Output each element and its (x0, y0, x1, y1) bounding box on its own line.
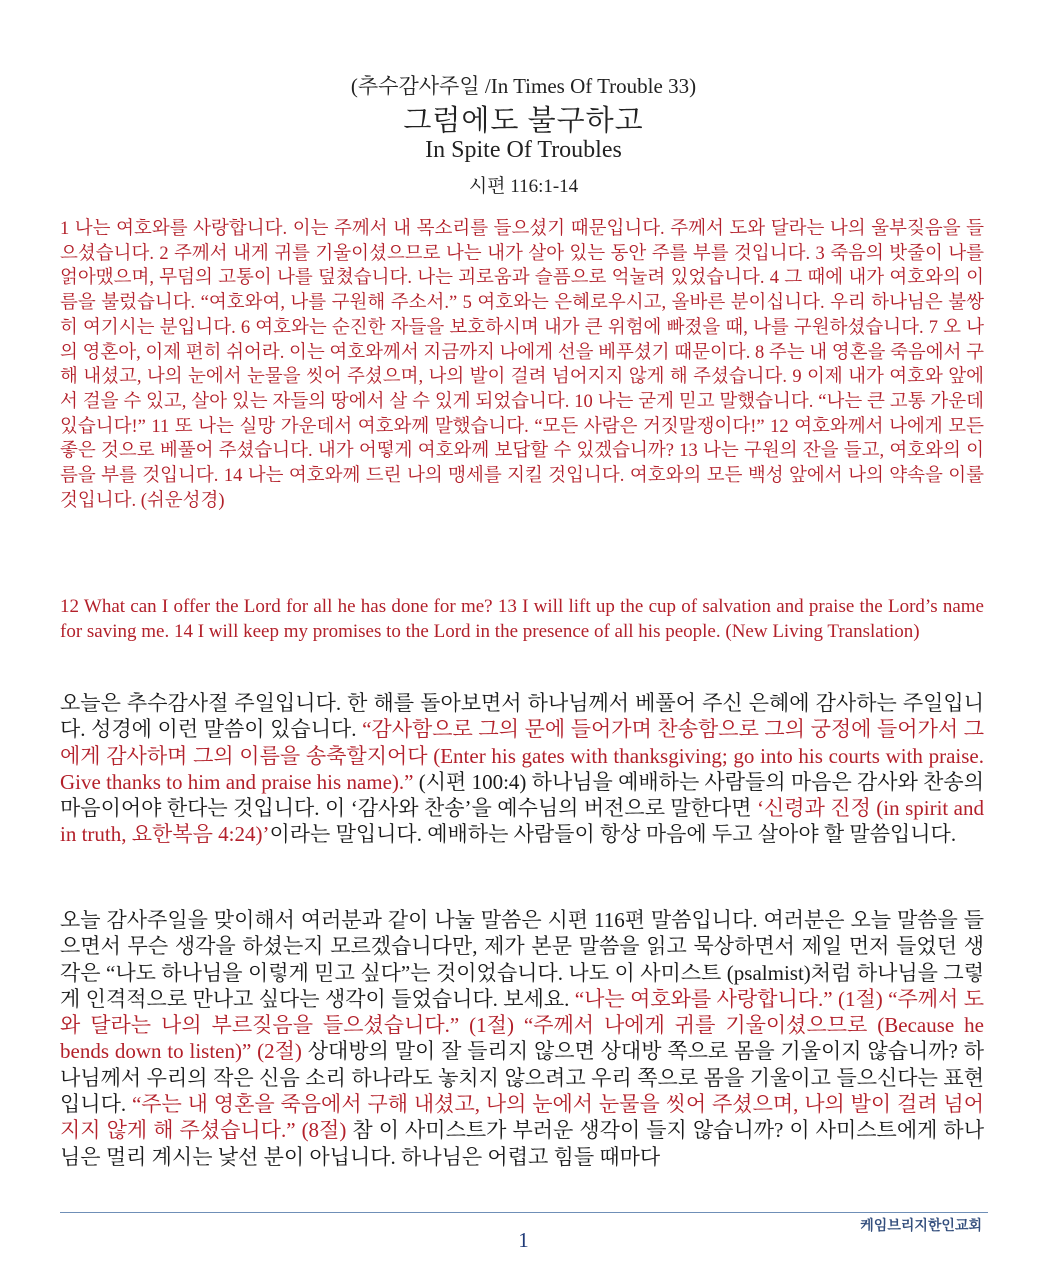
page-number: 1 (518, 1228, 529, 1252)
scripture-english: 12 What can I offer the Lord for all he has done for me? 13 I will lift up the cup of salvation and praise the Lord’s name for saving me. 14 I will keep my promises to the Lord in the presence of all his people. (New Living Translation) (60, 596, 984, 642)
paragraph-text: 오늘 감사주일을 맞이해서 여러분과 같이 나눌 말씀은 시편 116편 말씀입니다. 여러분은 오늘 말씀을 들으면서 무슨 생각을 하셨는지 모르겠습니다만, 제가 본문 말씀을 읽고 묵상하면서 제일 먼저 들었던 생각은 “나도 하나님을 이렇게 믿고 싶다”는 것이었습니다. 나도 이 사미스트 (psalmist)처럼 하나님을 그렇게 인격적으로 만나고 싶다는 생각이 들었습니다. 보세요. (60, 908, 984, 1011)
quoted-scripture: “감사함으로 그의 문에 들어가며 찬송함으로 그의 궁정에 들어가서 그에게 감사하며 그의 이름을 송축할지어다 (Enter his gates with thanksgiving; go into his courts with praise. Give thanks to him and praise his name).” (60, 717, 985, 794)
paragraph-text: 참 이 사미스트가 부러운 생각이 들지 않습니까? 이 사미스트에게 하나님은 멀리 계시는 낯선 분이 아닙니다. 하나님은 어렵고 힘들 때마다 (60, 1118, 985, 1169)
sermon-title: 그럼에도 불구하고 (403, 105, 644, 137)
scripture-reference: 시편 116:1-14 (468, 176, 579, 197)
series-title: (추수감사주일 /In Times Of Trouble 33) (350, 74, 697, 98)
paragraph-text: 상대방의 말이 잘 들리지 않으면 상대방 쪽으로 몸을 기울이지 않습니까? 하나님께서 우리의 작은 신음 소리 하나라도 놓치지 않으려고 우리 쪽으로 몸을 기울이고 들으신다는 표현입니다. (60, 1039, 984, 1117)
quoted-scripture: “나는 여호와를 사랑합니다.” (1절) “주께서 도와 달라는 나의 부르짖음을 들으셨습니다.” (1절) “주께서 나에게 귀를 기울이셨으므로 (Because he bends down to listen)” (2절) (60, 986, 985, 1064)
quoted-scripture: ‘신령과 진정 (in spirit and in truth, 요한복음 4:24)’ (60, 796, 984, 847)
sermon-paragraph-2 (60, 907, 984, 1170)
paragraph-text: 오늘은 추수감사절 주일입니다. 한 해를 돌아보면서 하나님께서 베풀어 주신 은혜에 감사하는 주일입니다. 성경에 이런 말씀이 있습니다. (60, 691, 984, 742)
sermon-subtitle: In Spite Of Troubles (425, 137, 622, 163)
footer-divider (60, 1212, 988, 1213)
church-name: 케임브리지한인교회 (860, 1218, 982, 1234)
paragraph-text: (시편 100:4) 하나님을 예배하는 사람들의 마음은 감사와 찬송의 마음이어야 한다는 것입니다. 이 ‘감사와 찬송’을 예수님의 버전으로 말한다면 (60, 769, 984, 821)
scripture-korean: 1 나는 여호와를 사랑합니다. 이는 주께서 내 목소리를 들으셨기 때문입니다. 주께서 도와 달라는 나의 울부짖음을 들으셨습니다. 2 주께서 내게 귀를 기울이셨으므로 나는 내가 살아 있는 동안 주를 부를 것입니다. 3 죽음의 밧줄이 나를 얽아맸으며, 무덤의 고통이 나를 덮쳤습니다. 나는 괴로움과 슬픔으로 억눌려 있었습니다. 4 그 때에 내가 여호와의 이름을 불렀습니다. “여호와여, 나를 구원해 주소서.” 5 여호와는 은혜로우시고, 올바른 분이십니다. 우리 하나님은 불쌍히 여기시는 분입니다. 6 여호와는 순진한 자들을 보호하시며 내가 큰 위험에 빠졌을 때, 나를 구원하셨습니다. 7 오 나의 영혼아, 이제 편히 쉬어라. 이는 여호와께서 지금까지 나에게 선을 베푸셨기 때문이다. 8 주는 내 영혼을 죽음에서 구해 내셨고, 나의 눈에서 눈물을 씻어 주셨으며, 나의 발이 걸려 넘어지지 않게 해 주셨습니다. 9 이제 내가 여호와 앞에서 걸을 수 있고, 살아 있는 자들의 땅에서 살 수 있게 되었습니다. 10 나는 굳게 믿고 말했습니다. “나는 큰 고통 가운데 있습니다!” 11 또 나는 실망 가운데서 여호와께 말했습니다. “모든 사람은 거짓말쟁이다!” 12 여호와께서 나에게 모든 좋은 것으로 베풀어 주셨습니다. 내가 어떻게 여호와께 보답할 수 있겠습니까? 13 나는 구원의 잔을 들고, 여호와의 이름을 부를 것입니다. 14 나는 여호와께 드린 나의 맹세를 지킬 것입니다. 여호와의 모든 백성 앞에서 나의 약속을 이룰 것입니다. (쉬운성경) (60, 219, 984, 511)
paragraph-text: 이라는 말입니다. 예배하는 사람들이 항상 마음에 두고 살아야 할 말씀입니다. (269, 822, 957, 847)
quoted-scripture: “주는 내 영혼을 죽음에서 구해 내셨고, 나의 눈에서 눈물을 씻어 주셨으며, 나의 발이 걸려 넘어지지 않게 해 주셨습니다.” (8절) (60, 1092, 985, 1143)
sermon-paragraph-1 (60, 690, 984, 848)
